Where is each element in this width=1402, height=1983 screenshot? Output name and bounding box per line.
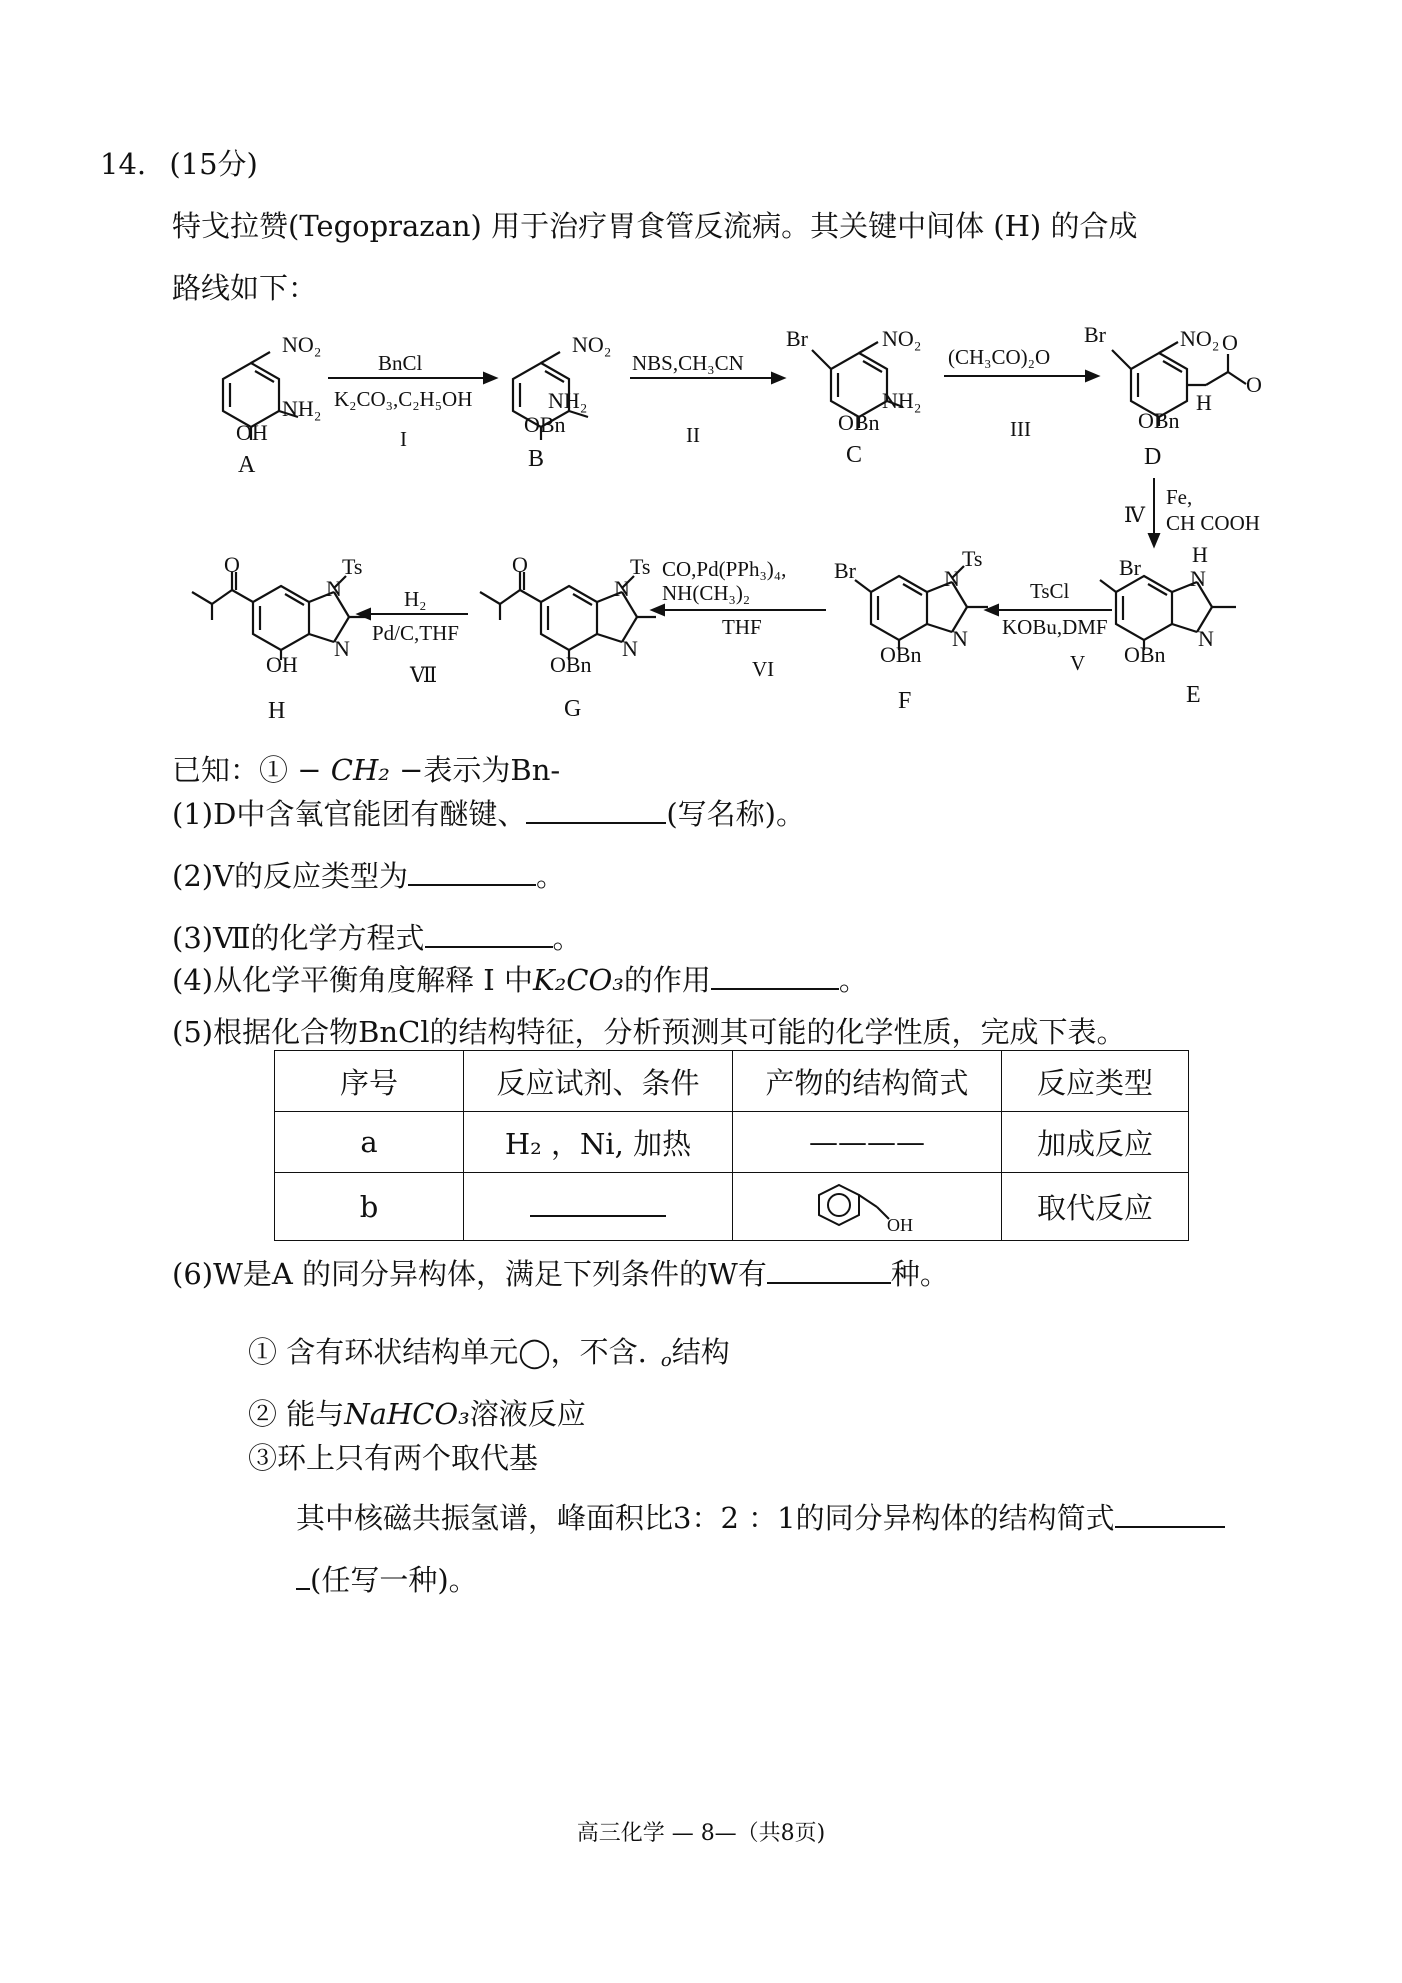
ring-g bbox=[541, 586, 597, 650]
ring-f bbox=[871, 576, 927, 640]
d-o: O bbox=[1222, 330, 1238, 355]
f-n: N bbox=[944, 566, 960, 591]
q2-text: (2)V的反应类型为 bbox=[172, 859, 409, 893]
h-n: N bbox=[326, 576, 342, 601]
cond1-text: ① 含有环状结构单元◯，不含. bbox=[248, 1335, 647, 1369]
question-6 bbox=[172, 1256, 949, 1292]
step6-reagent: CO,Pd(PPh₃)₄, bbox=[662, 557, 787, 581]
known-prefix: 已知：① − bbox=[172, 753, 331, 787]
q2-after: 。 bbox=[536, 859, 566, 893]
benzyl-alcohol-structure bbox=[797, 1173, 937, 1233]
row-a-type: 加成反应 bbox=[1002, 1112, 1189, 1173]
intro-line-1: 特戈拉赞(Tegoprazan) 用于治疗胃食管反流病。其关键中间体 (H) 的合成 bbox=[172, 209, 1138, 243]
table-row bbox=[275, 1112, 1189, 1173]
label-a: A bbox=[238, 452, 256, 478]
condition-2 bbox=[248, 1396, 586, 1432]
nmr-end bbox=[296, 1562, 478, 1598]
ring-e bbox=[1116, 576, 1172, 640]
step6-solvent: THF bbox=[722, 615, 762, 639]
d-o2: O bbox=[1246, 372, 1262, 397]
row-b-product bbox=[733, 1173, 1002, 1241]
question-2 bbox=[172, 858, 565, 894]
label-f: F bbox=[898, 688, 912, 714]
cond1-sub: o bbox=[660, 1350, 672, 1371]
known-formula: CH₂ bbox=[330, 753, 390, 787]
step5-numeral: V bbox=[1070, 651, 1086, 675]
question-number: 14. bbox=[100, 147, 147, 181]
step4-numeral: Ⅳ bbox=[1124, 503, 1145, 527]
q2-answer-blank[interactable] bbox=[408, 858, 536, 886]
b-obn: OBn bbox=[524, 412, 566, 437]
q4-text: (4)从化学平衡角度解释 I 中 bbox=[172, 963, 533, 997]
label-d: D bbox=[1144, 444, 1162, 470]
nmr-question bbox=[296, 1500, 1225, 1536]
nmr-answer-blank-tail[interactable] bbox=[296, 1562, 310, 1590]
q4-mid: 的作用 bbox=[623, 963, 711, 997]
f-obn: OBn bbox=[880, 642, 922, 667]
c-nh2: NH₂ bbox=[882, 388, 922, 413]
c-br: Br bbox=[786, 326, 808, 351]
cond1-after: 结构 bbox=[671, 1335, 730, 1369]
q6-answer-blank[interactable] bbox=[767, 1256, 891, 1284]
q1-text: (1)D中含氧官能团有醚键、 bbox=[172, 797, 527, 831]
known-note bbox=[172, 752, 560, 788]
h-ts: Ts bbox=[342, 554, 363, 579]
step5-reagent: TsCl bbox=[1030, 579, 1070, 603]
step1-conditions: K₂CO₃,C₂H₅OH bbox=[334, 387, 473, 411]
known-suffix: −表示为Bn- bbox=[389, 753, 561, 787]
condition-3: ③环上只有两个取代基 bbox=[248, 1441, 539, 1475]
row-a-product: ———— bbox=[733, 1112, 1002, 1173]
cond2-after: 溶液反应 bbox=[469, 1397, 586, 1431]
f-n2: N bbox=[952, 626, 968, 651]
q1-answer-blank[interactable] bbox=[526, 796, 666, 824]
step7-numeral: Ⅶ bbox=[410, 663, 438, 687]
ring-h bbox=[253, 586, 309, 650]
q4-answer-blank[interactable] bbox=[711, 962, 839, 990]
step7-conditions: Pd/C,THF bbox=[372, 621, 459, 645]
a-nh2: NH₂ bbox=[282, 396, 322, 421]
step1-reagent: BnCl bbox=[378, 351, 423, 375]
g-obn: OBn bbox=[550, 652, 592, 677]
row-a-id: a bbox=[275, 1112, 464, 1173]
step6-numeral: VI bbox=[752, 657, 775, 681]
step5-conditions: KOBu,DMF bbox=[1002, 615, 1108, 639]
g-o: O bbox=[512, 552, 528, 577]
row-a-reagent: H₂ ，Ni, 加热 bbox=[464, 1112, 733, 1173]
header-index: 序号 bbox=[275, 1051, 464, 1112]
row-b-reagent-cell bbox=[464, 1173, 733, 1241]
q4-after: 。 bbox=[838, 963, 868, 997]
d-br: Br bbox=[1084, 322, 1106, 347]
step2-reagent: NBS,CH₃CN bbox=[632, 351, 744, 375]
synthesis-scheme bbox=[0, 0, 1402, 760]
page-footer: 高三化学 — 8—（共8页) bbox=[576, 1821, 826, 1846]
h-n2: N bbox=[334, 636, 350, 661]
b-nh2: NH₂ bbox=[548, 388, 588, 413]
question-5: (5)根据化合物BnCl的结构特征，分析预测其可能的化学性质，完成下表。 bbox=[172, 1015, 1126, 1049]
table-row bbox=[275, 1173, 1189, 1241]
label-c: C bbox=[846, 442, 863, 468]
q3-answer-blank[interactable] bbox=[425, 920, 553, 948]
header-reagent: 反应试剂、条件 bbox=[464, 1051, 733, 1112]
row-b-type: 取代反应 bbox=[1002, 1173, 1189, 1241]
step1-numeral: I bbox=[400, 427, 407, 451]
e-h: H bbox=[1192, 542, 1208, 567]
q6-after: 种。 bbox=[890, 1257, 949, 1291]
d-obn: OBn bbox=[1138, 408, 1180, 433]
h-oh: OH bbox=[266, 652, 298, 677]
d-h: H bbox=[1196, 390, 1212, 415]
g-n2: N bbox=[622, 636, 638, 661]
g-ts: Ts bbox=[630, 554, 651, 579]
ring-a bbox=[223, 363, 279, 427]
condition-1 bbox=[248, 1334, 730, 1379]
step2-numeral: II bbox=[686, 423, 700, 447]
cond2-formula: NaHCO₃ bbox=[344, 1397, 470, 1431]
header-product: 产物的结构简式 bbox=[733, 1051, 1002, 1112]
row-b-id: b bbox=[275, 1173, 464, 1241]
step3-numeral: III bbox=[1010, 417, 1031, 441]
q4-formula: K₂CO₃ bbox=[532, 963, 624, 997]
a-no2: NO₂ bbox=[282, 332, 322, 357]
c-no2: NO₂ bbox=[882, 326, 922, 351]
g-n: N bbox=[614, 576, 630, 601]
a-oh: OH bbox=[236, 420, 268, 445]
f-ts: Ts bbox=[962, 546, 983, 571]
b-no2: NO₂ bbox=[572, 332, 612, 357]
label-e: E bbox=[1186, 682, 1201, 708]
e-br: Br bbox=[1119, 555, 1141, 580]
h-o: O bbox=[224, 552, 240, 577]
intro-line-2: 路线如下： bbox=[172, 271, 318, 305]
q3-after: 。 bbox=[552, 921, 582, 955]
nmr-end-text: (任写一种)。 bbox=[310, 1563, 478, 1597]
row-b-reagent-blank[interactable] bbox=[530, 1201, 666, 1217]
cond2-pre: ② 能与 bbox=[248, 1397, 345, 1431]
f-br: Br bbox=[834, 558, 856, 583]
properties-table bbox=[274, 1050, 1189, 1241]
q6-text: (6)W是A 的同分异构体，满足下列条件的W有 bbox=[172, 1257, 767, 1291]
step4-reagent: Fe, bbox=[1166, 485, 1193, 509]
step3-reagent: (CH₃CO)₂O bbox=[948, 345, 1051, 369]
label-h: H bbox=[268, 698, 286, 724]
question-4 bbox=[172, 962, 868, 998]
ring-c bbox=[831, 353, 887, 417]
product-oh-label: OH bbox=[887, 1215, 913, 1233]
e-n2: N bbox=[1198, 626, 1214, 651]
label-b: B bbox=[528, 446, 545, 472]
c-obn: OBn bbox=[838, 410, 880, 435]
question-points: (15分) bbox=[169, 147, 258, 181]
step6-amine: NH(CH₃)₂ bbox=[662, 581, 751, 605]
step7-reagent: H₂ bbox=[404, 587, 427, 611]
q1-after: (写名称)。 bbox=[666, 797, 805, 831]
label-g: G bbox=[564, 696, 582, 722]
header-type: 反应类型 bbox=[1002, 1051, 1189, 1112]
table-header-row bbox=[275, 1051, 1189, 1112]
question-1 bbox=[172, 796, 805, 832]
question-3 bbox=[172, 920, 582, 956]
d-no2: NO₂ bbox=[1180, 326, 1220, 351]
e-n: N bbox=[1190, 566, 1206, 591]
e-obn: OBn bbox=[1124, 642, 1166, 667]
step4-conditions: CH COOH bbox=[1166, 511, 1260, 535]
q3-text: (3)Ⅶ的化学方程式 bbox=[172, 921, 425, 955]
nmr-answer-blank[interactable] bbox=[1115, 1500, 1225, 1528]
nmr-text: 其中核磁共振氢谱，峰面积比3：2 ：1的同分异构体的结构简式 bbox=[296, 1501, 1115, 1535]
